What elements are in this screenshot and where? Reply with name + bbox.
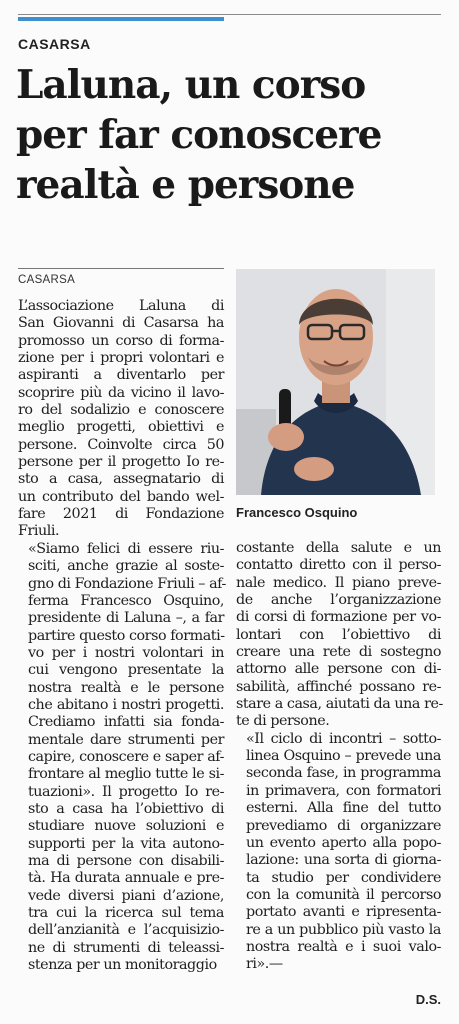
text-line: re a un pubblico più vasto la [246, 921, 441, 938]
text-line: tuazioni». Il progetto Io re- [28, 783, 224, 800]
text-line: dell’anzianità e l’acquisizio- [28, 922, 224, 939]
text-line: creare una rete di sostegno [236, 644, 441, 661]
text-line: sto a casa ha l’obiettivo di [28, 800, 224, 817]
text-line: partire questo corso formati- [28, 627, 225, 644]
text-line: nostra realtà e le persone [28, 679, 224, 696]
photo-caption: Francesco Osquino [236, 505, 358, 520]
text-line: persone per il progetto Io re- [18, 454, 224, 471]
text-line: persone. Coinvolte circa 50 [18, 436, 224, 453]
text-line: frontare al meglio tutte le si- [28, 766, 224, 783]
text-line: stenza per un monitoraggio [28, 957, 217, 974]
text-line: con la comunità il percorso [246, 886, 441, 903]
text-line: attorno alle persone con di- [236, 661, 441, 678]
right-column [236, 540, 441, 974]
text-line: sto a casa, assegnatario di [18, 471, 224, 488]
portrait-illustration [236, 269, 435, 495]
text-line: un evento aperto alla popo- [246, 834, 441, 851]
paragraph [236, 540, 441, 731]
text-line: ne di strumenti di teleassi- [28, 939, 224, 956]
paragraph [18, 541, 224, 975]
text-line: ri».— [246, 956, 283, 973]
headline-line: realtà e persone [16, 162, 355, 208]
top-accent-bar [18, 17, 224, 21]
text-line: meglio progetti, obiettivi e [18, 419, 224, 436]
text-line: Crediamo infatti sia fonda- [28, 714, 224, 731]
text-line: di corsi di formazione per vo- [236, 609, 441, 626]
text-line: portato avanti e ripresenta- [246, 904, 441, 921]
text-line: contatto diretto con il perso- [236, 557, 441, 574]
text-line: aspiranti a diventarlo per [18, 367, 224, 384]
text-line: ma di persone con disabili- [28, 853, 224, 869]
text-line: promosso un corso di forma- [18, 332, 224, 349]
text-line: vo per i nostri volontari in [28, 644, 224, 661]
text-line: che abitano i nostri progetti. [28, 696, 224, 713]
text-line: supporti per la vita autono- [28, 835, 224, 852]
section-label: CASARSA [18, 274, 76, 286]
text-line: sciti, anche grazie al soste- [28, 558, 224, 575]
text-line: cui vengono presentate la [28, 662, 224, 679]
kicker: CASARSA [18, 36, 91, 52]
paragraph [236, 731, 441, 974]
top-rule [18, 14, 441, 15]
left-column [18, 298, 224, 974]
text-line: San Giovanni di Casarsa ha [18, 315, 224, 332]
text-line: de anche l’organizzazione [236, 592, 441, 609]
text-line: costante della salute e un [236, 540, 441, 556]
text-line: fare 2021 di Fondazione [18, 506, 224, 523]
text-line: L’associazione Laluna di [18, 298, 224, 314]
headline-line: per far conoscere [16, 112, 382, 158]
text-line: sabilità, affinché possano re- [236, 678, 441, 695]
section-rule [18, 268, 224, 269]
text-line: presidente di Laluna –, a far [28, 610, 224, 627]
text-line: gno di Fondazione Friuli – af- [28, 575, 226, 592]
text-line: studiare nuove soluzioni e [28, 818, 224, 835]
text-line: prevediamo di organizzare [246, 817, 441, 834]
text-line: esterni. Alla fine del tutto [246, 800, 441, 817]
text-line: lazione: una sorta di giorna- [246, 852, 441, 869]
text-line: un contributo del bando wel- [18, 488, 224, 505]
headline-line: Laluna, un corso [16, 62, 366, 108]
text-line: lontari con l’obiettivo di [236, 626, 441, 643]
author-signature: D.S. [415, 992, 441, 1007]
text-line: in primavera, con formatori [246, 782, 441, 799]
text-line: capire, conoscere e saper af- [28, 748, 224, 765]
text-line: ta studio per condividere [246, 869, 441, 886]
text-line: nale medico. Il piano preve- [236, 574, 441, 591]
text-line: ro del sodalizio e conoscere [18, 402, 224, 419]
text-line: vede diversi piani d’azione, [28, 887, 224, 904]
portrait-photo [236, 269, 435, 495]
text-line: ferma Francesco Osquino, [28, 592, 224, 609]
text-line: «Il ciclo di incontri – sotto- [246, 730, 441, 747]
text-line: Friuli. [18, 523, 60, 540]
text-line: tà. Ha durata annuale e pre- [28, 870, 224, 887]
text-line: «Siamo felici di essere riu- [28, 540, 224, 557]
text-line: linea Osquino – prevede una [246, 748, 441, 765]
text-line: stare a casa, aiutati da una re- [236, 696, 443, 713]
headline [16, 60, 446, 210]
text-line: tra cui la ricerca sul tema [28, 905, 224, 922]
text-line: seconda fase, in programma [246, 765, 441, 782]
text-line: scoprire più da vicino il lavo- [18, 384, 224, 401]
paragraph [18, 298, 224, 541]
text-line: mentale dare strumenti per [28, 731, 224, 748]
text-line: te di persone. [236, 713, 330, 730]
text-line: nostra realtà e i suoi valo- [246, 938, 441, 955]
text-line: zione per i propri volontari e [18, 350, 224, 367]
